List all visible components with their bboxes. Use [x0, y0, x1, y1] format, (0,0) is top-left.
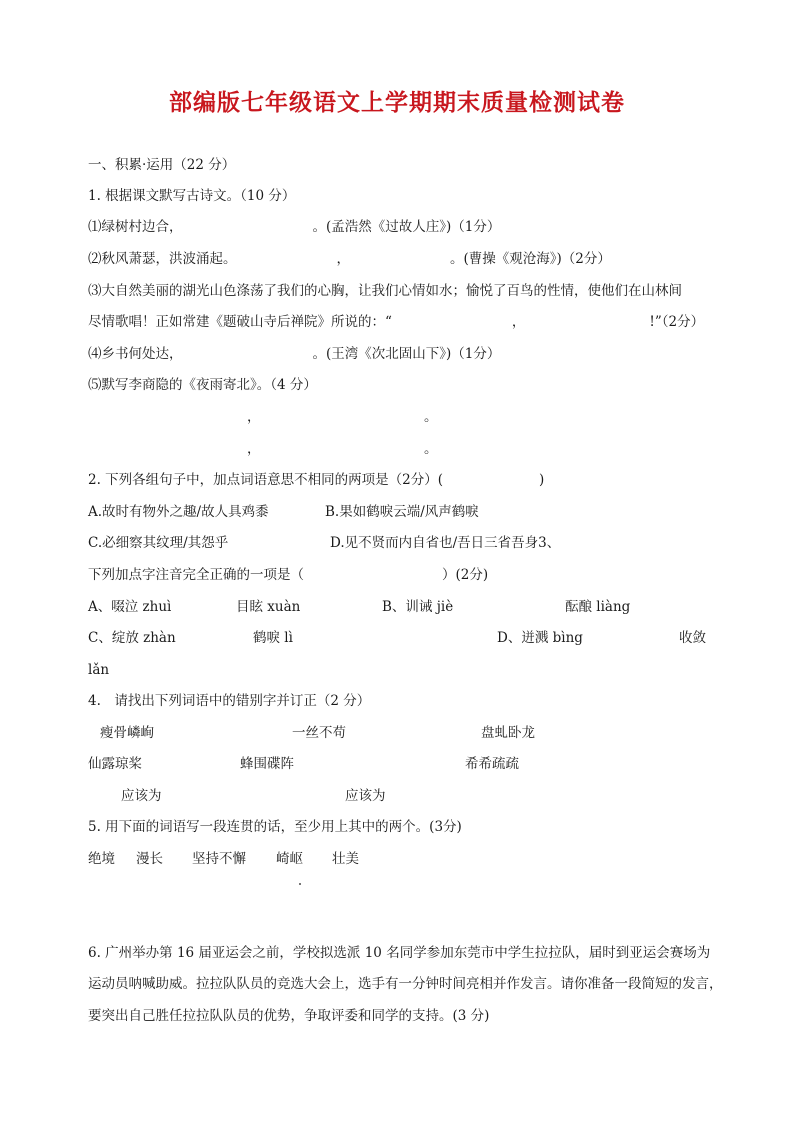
question-6-line-2: 运动员呐喊助威。拉拉队队员的竞选大会上，选手有一分钟时间亮相并作发言。请你准备一段简短的发言，	[88, 976, 723, 992]
q2-option-b: B.果如鹤唳云端/风声鹤唳	[325, 504, 479, 520]
poem-blank-period-2: 。	[424, 441, 438, 457]
q3-option-c2: 鹤唳 lì	[253, 630, 293, 646]
q5-word: 坚持不懈	[192, 851, 246, 867]
q4-word-3: 盘虬卧龙	[481, 725, 535, 741]
question-1-stem: 1. 根据课文默写古诗文。（10 分）	[88, 188, 296, 204]
question-6-line-1: 6. 广州举办第 16 届亚运会之前，学校拟选派 10 名同学参加东莞市中学生拉拉队，届时到亚运会赛场为	[88, 945, 711, 961]
q3-option-d1: D、迸溅 bìng	[497, 630, 583, 646]
q1-item-2: ⑵秋风萧瑟，洪波涌起。 ， 。(曹操《观沧海》)（2分）	[88, 251, 611, 267]
q3-option-a2: 目眩 xuàn	[236, 599, 301, 615]
q4-word-6: 希希疏疏	[465, 756, 519, 772]
q3-option-a1: A、啜泣 zhuì	[88, 599, 172, 615]
q1-item-3-line1: ⑶大自然美丽的湖光山色涤荡了我们的心胸，让我们心情如水；愉悦了百鸟的性情，使他们在山林间	[88, 283, 682, 299]
q3-option-d2: 收敛	[679, 630, 706, 646]
poem-blank-comma-1: ，	[247, 409, 261, 425]
q4-word-2: 一丝不苟	[292, 725, 346, 741]
q4-correction-2: 应该为	[345, 788, 386, 804]
q3-option-b2: 酝酿 liàng	[565, 599, 631, 615]
q4-word-1: 瘦骨嶙峋	[100, 725, 154, 741]
q1-item-3-line2: 尽情歌唱！正如常建《题破山寺后禅院》所说的：“ ， !”（2分）	[88, 314, 705, 330]
page-title: 部编版七年级语文上学期期末质量检测试卷	[169, 90, 625, 116]
q5-word: 漫长	[136, 851, 163, 867]
q1-item-1: ⑴绿树村边合， 。(孟浩然《过故人庄》)（1分）	[88, 219, 501, 235]
q5-word: 绝境	[88, 851, 115, 867]
q2-option-a: A.故时有物外之趣/故人具鸡黍	[88, 504, 269, 520]
q4-word-5: 蜂围碟阵	[240, 756, 294, 772]
q4-correction-1: 应该为	[121, 788, 162, 804]
poem-blank-period-1: 。	[424, 409, 438, 425]
q1-item-5: ⑸默写李商隐的《夜雨寄北》。（4 分）	[88, 377, 317, 393]
q2-option-d: D.见不贤而内自省也/吾日三省吾身3、	[330, 535, 561, 551]
q3-option-d2-pinyin: lǎn	[88, 662, 110, 678]
q4-word-4: 仙露琼桨	[88, 756, 142, 772]
poem-blank-comma-2: ，	[247, 441, 261, 457]
q5-word: 壮美	[332, 851, 359, 867]
stray-dot	[299, 883, 301, 885]
question-2-stem: 2. 下列各组句子中，加点词语意思不相同的两项是（2分）( )	[88, 472, 545, 488]
question-4-stem: 4. 请找出下列词语中的错别字并订正（2 分）	[88, 693, 371, 709]
q5-word: 崎岖	[276, 851, 303, 867]
question-3-stem: 下列加点字注音完全正确的一项是（ ）(2分)	[88, 567, 489, 583]
q3-option-c1: C、绽放 zhàn	[88, 630, 176, 646]
q2-option-c: C.必细察其纹理/其怨乎	[88, 535, 229, 551]
q1-item-4: ⑷乡书何处达， 。(王湾《次北固山下》)（1分）	[88, 346, 501, 362]
q3-option-b1: B、训诫 jiè	[382, 599, 454, 615]
question-5-stem: 5. 用下面的词语写一段连贯的话，至少用上其中的两个。(3分)	[88, 819, 462, 835]
question-6-line-3: 要突出自己胜任拉拉队队员的优势，争取评委和同学的支持。(3 分)	[88, 1008, 490, 1024]
section-heading: 一、积累·运用（22 分）	[88, 157, 236, 173]
